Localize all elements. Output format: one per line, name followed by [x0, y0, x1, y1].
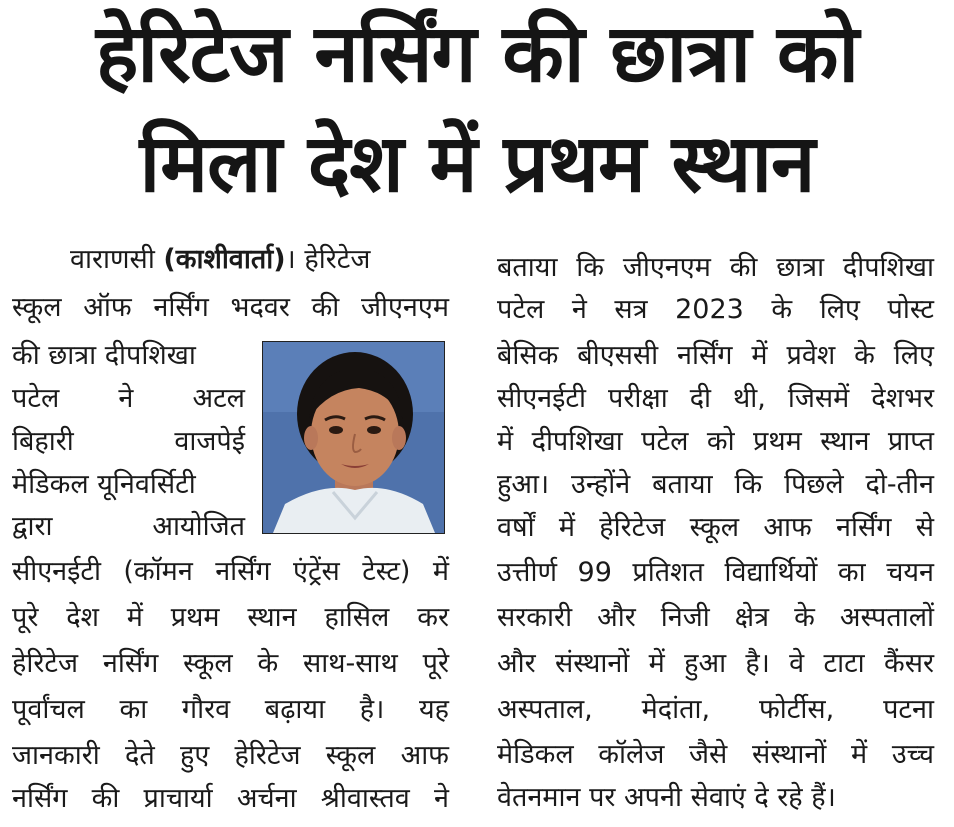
article-text: । हेरिटेज — [285, 244, 371, 275]
article-line: जानकारी देते हुए हेरिटेज स्कूल आफ — [12, 740, 449, 771]
article-line: हुआ। उन्होंने बताया कि पिछले दो-तीन — [497, 469, 934, 500]
article-line: नर्सिंग की प्राचार्या अर्चना श्रीवास्तव ने — [12, 783, 449, 814]
article-line: हेरिटेज नर्सिंग स्कूल के साथ-साथ पूरे — [12, 648, 449, 679]
article-line: मेडिकल कॉलेज जैसे संस्थानों में उच्च — [497, 739, 934, 770]
article-line: की छात्रा दीपशिखा — [12, 340, 196, 371]
article-line: पूर्वांचल का गौरव बढ़ाया है। यह — [12, 694, 449, 725]
dateline-line — [12, 238, 449, 282]
article-line: मेडिकल यूनिवर्सिटी — [12, 469, 196, 500]
article-line: सीएनईटी परीक्षा दी थी, जिसमें देशभर — [497, 383, 934, 414]
article-line: पूरे देश में प्रथम स्थान हासिल कर — [12, 602, 449, 633]
article-line: बिहारी वाजपेई — [12, 426, 245, 457]
student-photo — [262, 341, 445, 534]
article-line: स्कूल ऑफ नर्सिंग भदवर की जीएनएम — [12, 292, 449, 323]
article-line: अस्पताल, मेदांता, फोर्टीस, पटना — [497, 694, 934, 725]
article-line: वेतनमान पर अपनी सेवाएं दे रहे हैं। — [497, 782, 836, 813]
article-line: सरकारी और निजी क्षेत्र के अस्पतालों — [497, 602, 934, 633]
dateline-place: वाराणसी — [70, 244, 164, 275]
article-line: और संस्थानों में हुआ है। वे टाटा कैंसर — [497, 648, 934, 679]
article-line: द्वारा आयोजित — [12, 511, 245, 542]
article-line: पटेल ने सत्र 2023 के लिए पोस्ट — [497, 294, 934, 325]
article-line: सीएनईटी (कॉमन नर्सिंग एंट्रेंस टेस्ट) में — [12, 556, 449, 587]
article-line: बेसिक बीएससी नर्सिंग में प्रवेश के लिए — [497, 340, 934, 371]
article-line: वर्षों में हेरिटेज स्कूल आफ नर्सिंग से — [497, 512, 934, 543]
student-portrait-icon — [263, 342, 444, 533]
dateline-source: (काशीवार्ता) — [163, 244, 286, 275]
headline-line-1: हेरिटेज नर्सिंग की छात्रा को — [95, 7, 859, 100]
article-line: बताया कि जीएनएम की छात्रा दीपशिखा — [497, 252, 934, 283]
article-line: उत्तीर्ण 99 प्रतिशत विद्यार्थियों का चयन — [497, 557, 934, 588]
article-line: पटेल ने अटल — [12, 383, 245, 414]
headline-line-2: मिला देश में प्रथम स्थान — [139, 117, 815, 210]
article-line: में दीपशिखा पटेल को प्रथम स्थान प्राप्त — [497, 426, 934, 457]
